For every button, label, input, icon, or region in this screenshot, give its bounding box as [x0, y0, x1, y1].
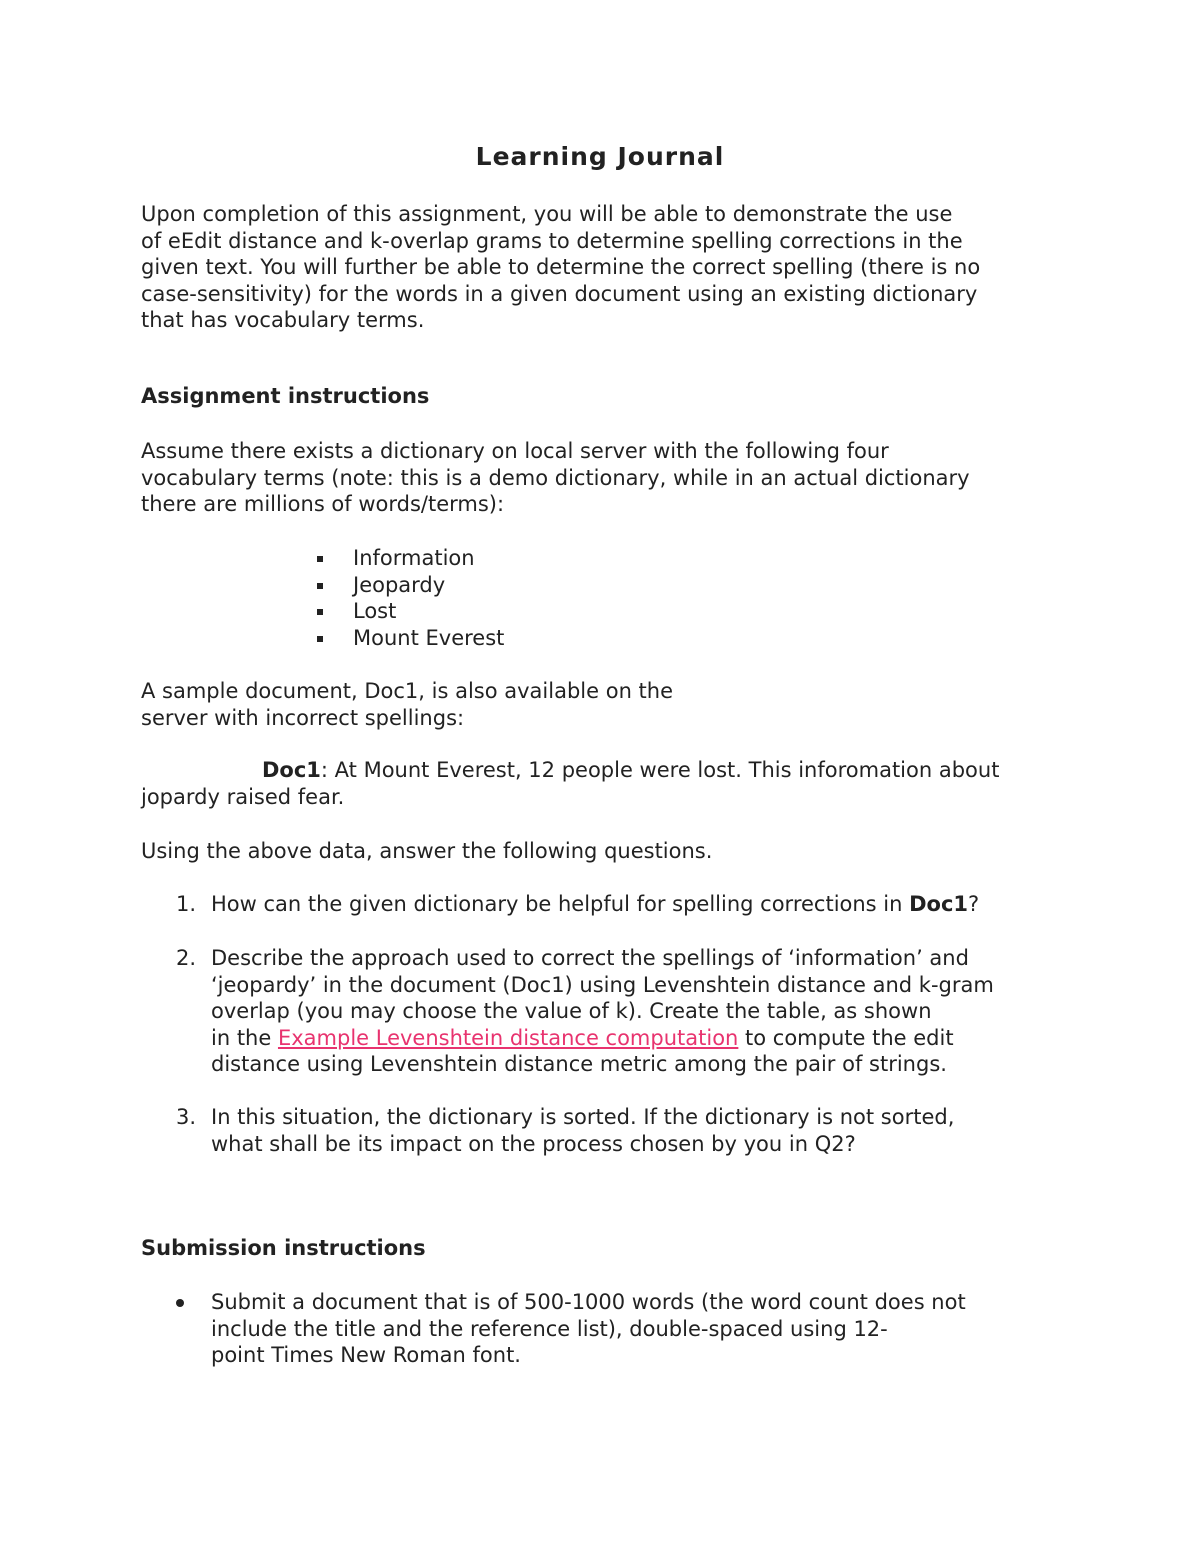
submission-list — [176, 1289, 1036, 1369]
intro-paragraph — [141, 201, 1071, 334]
vocabulary-term: Lost — [353, 599, 397, 623]
question-number: 1. — [176, 892, 197, 916]
vocabulary-list — [316, 545, 504, 651]
intro-line: Upon completion of this assignment, you will be able to demonstrate the use — [141, 202, 953, 226]
assignment-line: there are millions of words/terms): — [141, 492, 505, 516]
sample-line: A sample document, Doc1, is also available on the — [141, 679, 674, 703]
bullet-dot-icon — [176, 1299, 184, 1307]
submission-line: include the title and the reference list), double-spaced using 12- — [211, 1316, 888, 1341]
intro-line: of eEdit distance and k-overlap grams to determine spelling corrections in the — [141, 228, 963, 253]
question-line-prefix: in the — [211, 1025, 278, 1050]
question-line-suffix: to compute the edit — [738, 1025, 954, 1050]
assignment-line: vocabulary terms (note: this is a demo dictionary, while in an actual dictionary — [141, 465, 970, 490]
doc1-text: : At Mount Everest, 12 people were lost. This inforomation about — [320, 758, 1000, 782]
intro-line: case-sensitivity) for the words in a given document using an existing dictionary — [141, 281, 978, 306]
question-line: Describe the approach used to correct the spellings of ‘information’ and — [211, 946, 969, 970]
question-end: ? — [968, 892, 980, 916]
submission-line: point Times New Roman font. — [211, 1343, 521, 1367]
question-bold: Doc1 — [909, 892, 969, 916]
doc1-text-continued: jopardy raised fear. — [141, 784, 345, 809]
assignment-paragraph — [141, 438, 1071, 518]
vocabulary-term: Information — [353, 546, 475, 570]
list-item — [316, 625, 504, 652]
question-number: 2. — [176, 946, 197, 970]
square-bullet-icon — [317, 556, 323, 562]
vocabulary-term: Jeopardy — [353, 572, 446, 597]
square-bullet-icon — [317, 609, 323, 615]
sample-line: server with incorrect spellings: — [141, 705, 465, 730]
question-line: overlap (you may choose the value of k). Create the table, as shown — [211, 999, 932, 1023]
sample-paragraph — [141, 678, 1071, 731]
doc1-label: Doc1 — [262, 758, 321, 782]
question-text: How can the given dictionary be helpful for spelling corrections in — [211, 892, 910, 916]
square-bullet-icon — [317, 583, 323, 589]
submission-heading: Submission instructions — [141, 1236, 426, 1260]
levenshtein-example-link[interactable]: Example Levenshtein distance computation — [277, 1025, 739, 1050]
assignment-line: Assume there exists a dictionary on local server with the following four — [141, 439, 889, 463]
intro-line: that has vocabulary terms. — [141, 308, 425, 332]
list-item — [316, 598, 504, 625]
doc1-sample — [141, 757, 1081, 810]
intro-line: given text. You will further be able to determine the correct spelling (there is no — [141, 255, 981, 279]
list-item — [316, 572, 504, 599]
using-line: Using the above data, answer the following questions. — [141, 839, 713, 863]
square-bullet-icon — [317, 636, 323, 642]
question-line: ‘jeopardy’ in the document (Doc1) using Levenshtein distance and k-gram — [211, 972, 994, 997]
question-number: 3. — [176, 1105, 197, 1129]
vocabulary-term: Mount Everest — [353, 625, 505, 650]
question-line: distance using Levenshtein distance metric among the pair of strings. — [211, 1052, 947, 1076]
question-line: In this situation, the dictionary is sorted. If the dictionary is not sorted, — [211, 1105, 955, 1129]
page-title: Learning Journal — [475, 142, 725, 171]
submission-line: Submit a document that is of 500-1000 words (the word count does not — [211, 1290, 966, 1314]
question-line: what shall be its impact on the process chosen by you in Q2? — [211, 1131, 856, 1156]
assignment-heading: Assignment instructions — [141, 384, 430, 408]
list-item — [176, 1289, 1036, 1369]
list-item — [316, 545, 504, 572]
